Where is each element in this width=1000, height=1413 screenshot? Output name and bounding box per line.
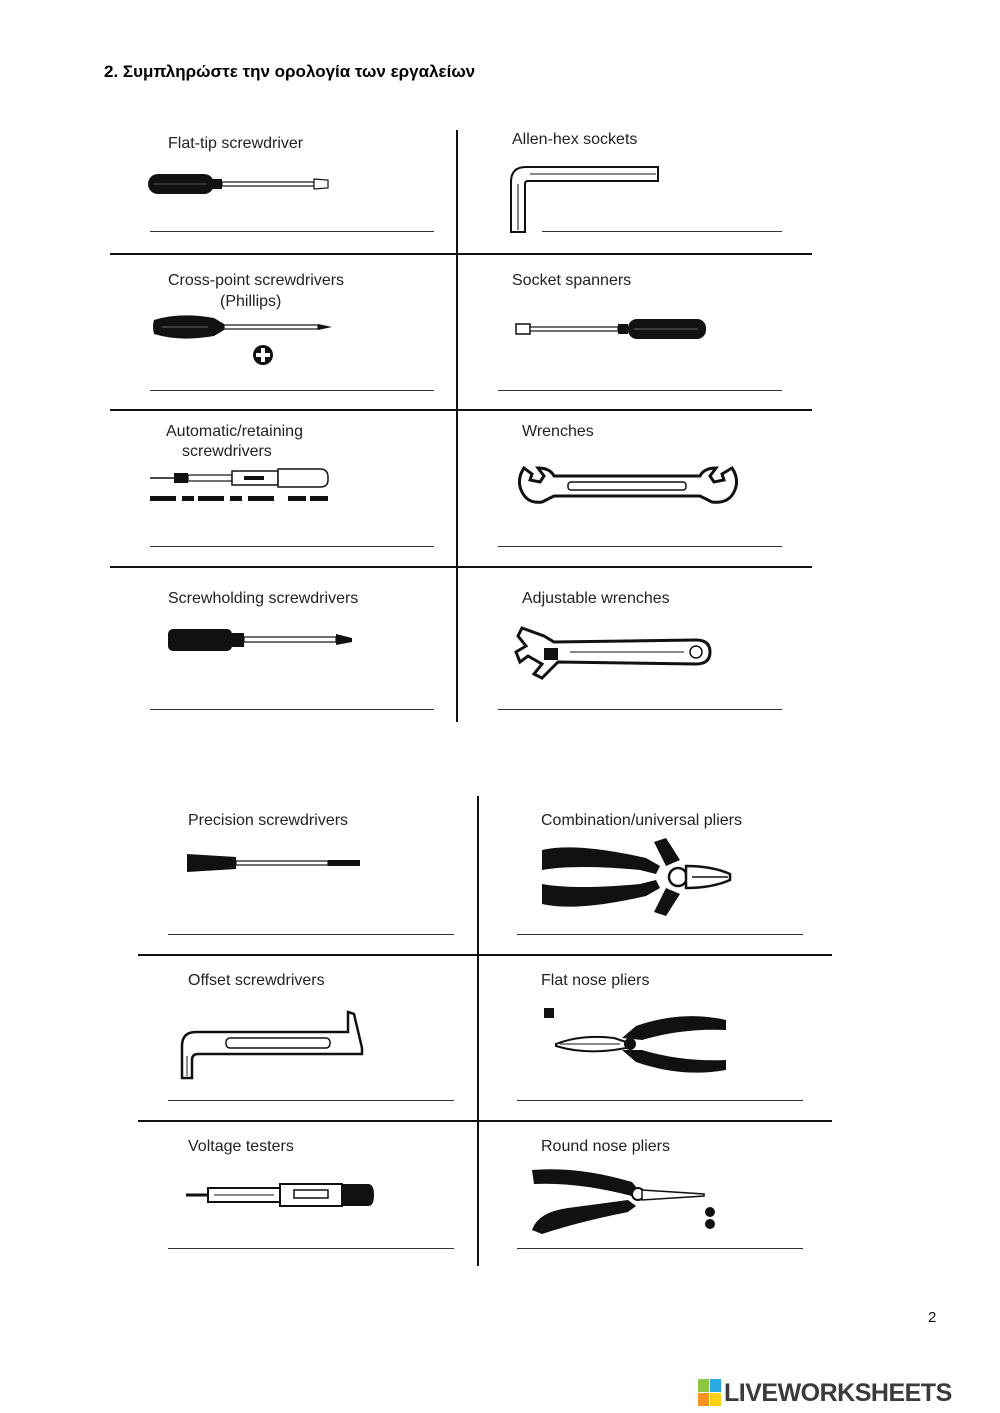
answer-input[interactable] (168, 1223, 458, 1247)
answer-input[interactable] (498, 521, 786, 545)
section1-row-divider (110, 409, 812, 411)
answer-input[interactable] (150, 684, 438, 708)
section2-vertical-divider (477, 796, 479, 1266)
tool-label: Precision screwdrivers (188, 812, 349, 829)
answer-line[interactable] (168, 934, 454, 935)
answer-line[interactable] (517, 1248, 803, 1249)
liveworksheets-mark-icon (698, 1379, 722, 1407)
tool-label: Cross-point screwdrivers (168, 272, 345, 289)
answer-line[interactable] (168, 1248, 454, 1249)
tool-label: Allen-hex sockets (512, 131, 638, 148)
section2-row-divider (138, 1120, 832, 1122)
flat-nose-pliers-icon (542, 1004, 732, 1080)
answer-line[interactable] (498, 546, 782, 547)
answer-input[interactable] (498, 684, 786, 708)
liveworksheets-logo-text: LIVEWORKSHEETS (724, 1378, 952, 1407)
tool-label-line2: (Phillips) (220, 293, 282, 310)
worksheet-heading: 2. Συμπληρώστε την ορολογία των εργαλείων (104, 62, 476, 81)
screwholding-screwdriver-icon (166, 626, 358, 654)
answer-input[interactable] (498, 365, 786, 389)
answer-input[interactable] (168, 909, 458, 933)
tool-label: Socket spanners (512, 272, 632, 289)
answer-line[interactable] (517, 1100, 803, 1101)
voltage-tester-icon (184, 1180, 376, 1210)
answer-input[interactable] (168, 1075, 458, 1099)
answer-line[interactable] (150, 546, 434, 547)
section2-row-divider (138, 954, 832, 956)
tool-label-line2: screwdrivers (182, 443, 272, 460)
answer-line[interactable] (498, 390, 782, 391)
tool-label: Voltage testers (188, 1138, 294, 1155)
answer-input[interactable] (150, 521, 438, 545)
answer-line[interactable] (542, 231, 782, 232)
answer-line[interactable] (150, 231, 434, 232)
wrench-icon (514, 458, 740, 514)
tool-label: Automatic/retaining (166, 423, 303, 440)
tool-label: Screwholding screwdrivers (168, 590, 359, 607)
tool-label: Flat-tip screwdriver (168, 135, 304, 152)
answer-input[interactable] (517, 909, 807, 933)
precision-screwdriver-icon (184, 852, 364, 874)
combination-pliers-icon (536, 836, 734, 918)
answer-input[interactable] (542, 206, 786, 230)
offset-screwdriver-icon (178, 1010, 368, 1082)
phillips-screwdriver-icon (150, 312, 334, 368)
adjustable-wrench-icon (514, 622, 714, 682)
answer-line[interactable] (517, 934, 803, 935)
section1-row-divider (110, 566, 812, 568)
tool-label: Flat nose pliers (541, 972, 650, 989)
answer-line[interactable] (168, 1100, 454, 1101)
automatic-screwdriver-icon (148, 466, 332, 506)
tool-label: Offset screwdrivers (188, 972, 325, 989)
section1-vertical-divider (456, 130, 458, 722)
tool-label: Wrenches (522, 423, 594, 440)
tool-label: Adjustable wrenches (522, 590, 670, 607)
page-number: 2 (928, 1309, 937, 1326)
answer-input[interactable] (150, 365, 438, 389)
liveworksheets-logo[interactable] (698, 1378, 952, 1408)
flat-tip-screwdriver-icon (146, 170, 332, 200)
section1-row-divider (110, 253, 812, 255)
answer-input[interactable] (517, 1223, 807, 1247)
answer-input[interactable] (150, 206, 438, 230)
answer-line[interactable] (498, 709, 782, 710)
tool-label: Round nose pliers (541, 1138, 670, 1155)
socket-spanner-icon (514, 316, 710, 344)
answer-line[interactable] (150, 709, 434, 710)
tool-label: Combination/universal pliers (541, 812, 742, 829)
answer-input[interactable] (517, 1075, 807, 1099)
answer-line[interactable] (150, 390, 434, 391)
